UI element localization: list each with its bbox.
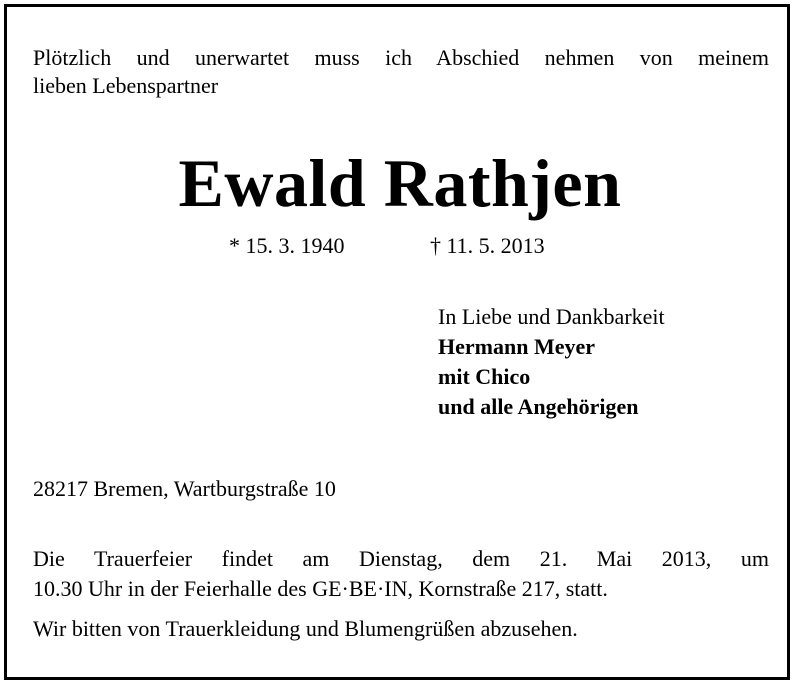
- birth-date: * 15. 3. 1940: [229, 233, 345, 258]
- intro-text: [33, 44, 769, 100]
- death-date: † 11. 5. 2013: [430, 233, 545, 258]
- intro-line-1: Plötzlich und unerwartet muss ich Abschied nehmen von meinem: [33, 45, 769, 70]
- request-text: Wir bitten von Trauerkleidung und Blumengrüßen abzusehen.: [33, 616, 578, 641]
- mourners-block: [438, 302, 665, 422]
- ceremony-line-2: 10.30 Uhr in der Feierhalle des GE·BE·IN, Kornstraße 217, statt.: [33, 576, 608, 601]
- deceased-name: Ewald Rathjen: [178, 145, 622, 221]
- ceremony-line-1: Die Trauerfeier findet am Dienstag, dem 21. Mai 2013, um: [33, 546, 769, 571]
- mourners-phrase: In Liebe und Dankbarkeit: [438, 304, 665, 329]
- mourner-relatives: und alle Angehörigen: [438, 394, 639, 419]
- ceremony-info: [33, 544, 769, 604]
- mourner-name: Hermann Meyer: [438, 334, 595, 359]
- mourner-pet: mit Chico: [438, 364, 531, 389]
- intro-line-2: lieben Lebenspartner: [33, 73, 219, 98]
- address: 28217 Bremen, Wartburgstraße 10: [33, 476, 336, 501]
